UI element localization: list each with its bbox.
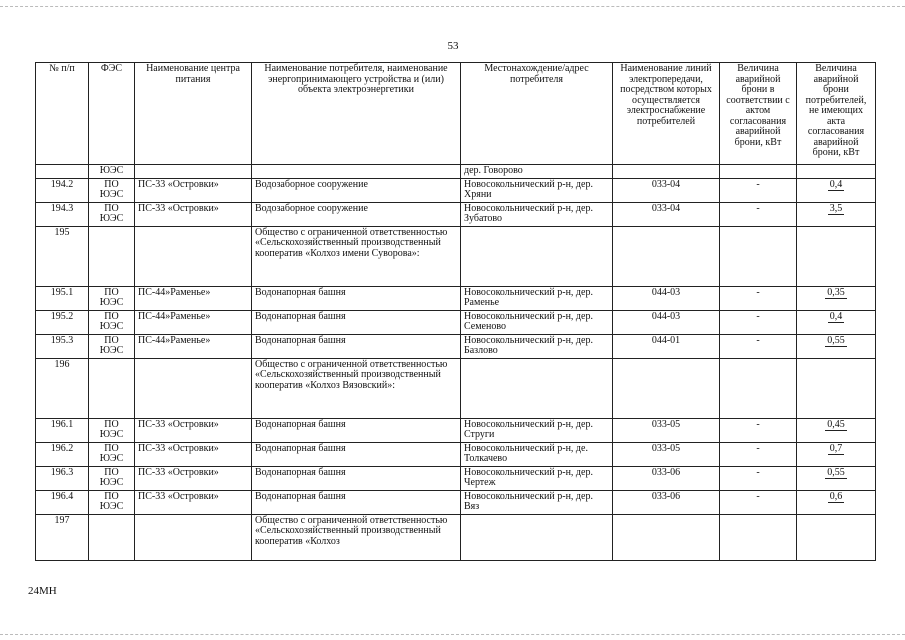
- row-power-center: ПС-44»Раменье»: [135, 286, 252, 310]
- scan-edge-top: [0, 6, 905, 8]
- row-fes: [89, 226, 135, 286]
- row-power-center: ПС-44»Раменье»: [135, 334, 252, 358]
- table-row: [36, 178, 876, 202]
- row-power-center: ПС-33 «Островки»: [135, 418, 252, 442]
- row-fes: ПО ЮЭС: [89, 418, 135, 442]
- row-reserve-act: -: [720, 286, 797, 310]
- row-reserve-act: -: [720, 466, 797, 490]
- row-consumer: Общество с ограниченной ответственностью «Сельскохозяйственный производственный кооператив «Колхоз: [252, 514, 461, 560]
- reserve-value: 3,5: [829, 202, 843, 214]
- row-reserve-act: -: [720, 442, 797, 466]
- row-reserve-no-act: [797, 178, 876, 202]
- row-location: Новосокольнический р-н, дер. Струги: [461, 418, 613, 442]
- row-number: 194.2: [36, 178, 89, 202]
- row-fes: ПО ЮЭС: [89, 334, 135, 358]
- row-reserve-act: -: [720, 310, 797, 334]
- row-number: 197: [36, 514, 89, 560]
- row-number: 196.4: [36, 490, 89, 514]
- row-number: 195.1: [36, 286, 89, 310]
- row-consumer: [252, 165, 461, 179]
- row-fes: ПО ЮЭС: [89, 286, 135, 310]
- row-reserve-act: -: [720, 202, 797, 226]
- row-fes: [89, 358, 135, 418]
- table-row: [36, 286, 876, 310]
- row-power-lines: [613, 226, 720, 286]
- row-power-center: ПС-44»Раменье»: [135, 310, 252, 334]
- row-power-center: [135, 165, 252, 179]
- reserve-value: 0,55: [827, 466, 845, 478]
- table-header-row: [36, 63, 876, 165]
- row-reserve-no-act: [797, 226, 876, 286]
- header-location: Местонахождение/адрес потребителя: [461, 63, 613, 165]
- row-location: Новосокольнический р-н, дер. Базлово: [461, 334, 613, 358]
- table-row: [36, 202, 876, 226]
- row-number: [36, 165, 89, 179]
- row-location: дер. Говорово: [461, 165, 613, 179]
- reserve-value: 0,4: [829, 178, 843, 190]
- row-reserve-no-act: [797, 310, 876, 334]
- header-num: № п/п: [36, 63, 89, 165]
- row-consumer: Водозаборное сооружение: [252, 202, 461, 226]
- row-reserve-no-act: [797, 202, 876, 226]
- table-row: [36, 358, 876, 418]
- row-consumer: Водозаборное сооружение: [252, 178, 461, 202]
- row-reserve-no-act: [797, 358, 876, 418]
- row-power-lines: 033-04: [613, 202, 720, 226]
- row-location: [461, 226, 613, 286]
- row-fes: ПО ЮЭС: [89, 202, 135, 226]
- row-location: Новосокольнический р-н, дер. Зубатово: [461, 202, 613, 226]
- page-number: 53: [447, 40, 459, 52]
- row-power-lines: 033-06: [613, 490, 720, 514]
- row-consumer: Водонапорная башня: [252, 310, 461, 334]
- row-power-lines: 033-05: [613, 418, 720, 442]
- row-consumer: Водонапорная башня: [252, 490, 461, 514]
- row-consumer: Водонапорная башня: [252, 418, 461, 442]
- row-number: 196.2: [36, 442, 89, 466]
- header-fes: ФЭС: [89, 63, 135, 165]
- reserve-value: 0,4: [829, 310, 843, 322]
- table-row: [36, 442, 876, 466]
- row-location: [461, 514, 613, 560]
- table-row: [36, 165, 876, 179]
- header-power-lines: Наименование линий электропередачи, посредством которых осуществляется электроснабжение потребителей: [613, 63, 720, 165]
- row-power-lines: 033-06: [613, 466, 720, 490]
- row-reserve-act: [720, 514, 797, 560]
- row-power-center: ПС-33 «Островки»: [135, 466, 252, 490]
- row-reserve-act: -: [720, 490, 797, 514]
- row-fes: ЮЭС: [89, 165, 135, 179]
- row-fes: ПО ЮЭС: [89, 178, 135, 202]
- table-row: [36, 334, 876, 358]
- table-row: [36, 490, 876, 514]
- row-reserve-no-act: [797, 286, 876, 310]
- row-power-lines: [613, 165, 720, 179]
- scan-edge-bottom: [0, 634, 905, 636]
- table-body: [36, 165, 876, 561]
- row-reserve-act: -: [720, 334, 797, 358]
- row-power-lines: 044-03: [613, 310, 720, 334]
- reserve-value: 0,7: [829, 442, 843, 454]
- row-fes: ПО ЮЭС: [89, 310, 135, 334]
- header-reserve-act: Величина аварийной брони в соответствии с актом согласования аварийной брони, кВт: [720, 63, 797, 165]
- table-row: [36, 466, 876, 490]
- row-power-center: ПС-33 «Островки»: [135, 202, 252, 226]
- row-location: [461, 358, 613, 418]
- row-reserve-no-act: [797, 418, 876, 442]
- row-consumer: Водонапорная башня: [252, 286, 461, 310]
- row-number: 195: [36, 226, 89, 286]
- row-number: 194.3: [36, 202, 89, 226]
- emergency-reserve-table: [35, 62, 876, 561]
- row-power-center: ПС-33 «Островки»: [135, 490, 252, 514]
- row-reserve-no-act: [797, 490, 876, 514]
- row-power-lines: 044-01: [613, 334, 720, 358]
- row-fes: [89, 514, 135, 560]
- row-reserve-act: [720, 226, 797, 286]
- footer-code: 24MH: [28, 585, 57, 597]
- row-power-lines: [613, 358, 720, 418]
- row-fes: ПО ЮЭС: [89, 442, 135, 466]
- row-number: 195.3: [36, 334, 89, 358]
- row-location: Новосокольнический р-н, де. Толкачево: [461, 442, 613, 466]
- row-consumer: Водонапорная башня: [252, 466, 461, 490]
- row-power-lines: [613, 514, 720, 560]
- row-power-center: [135, 514, 252, 560]
- row-reserve-no-act: [797, 334, 876, 358]
- row-reserve-no-act: [797, 466, 876, 490]
- row-reserve-no-act: [797, 442, 876, 466]
- row-location: Новосокольнический р-н, дер. Вяз: [461, 490, 613, 514]
- header-reserve-no-act: Величина аварийной брони потребителей, не имеющих акта согласования аварийной брони, кВт: [797, 63, 876, 165]
- reserve-value: 0,35: [827, 286, 845, 298]
- row-number: 196.3: [36, 466, 89, 490]
- row-consumer: Общество с ограниченной ответственностью «Сельскохозяйственный производственный кооператив «Колхоз Вязовский»:: [252, 358, 461, 418]
- row-power-center: ПС-33 «Островки»: [135, 442, 252, 466]
- header-consumer: Наименование потребителя, наименование энергопринимающего устройства и (или) объекта электроэнергетики: [252, 63, 461, 165]
- row-power-center: [135, 358, 252, 418]
- row-fes: ПО ЮЭС: [89, 490, 135, 514]
- table-row: [36, 514, 876, 560]
- row-power-lines: 033-05: [613, 442, 720, 466]
- row-reserve-act: -: [720, 178, 797, 202]
- table-row: [36, 226, 876, 286]
- reserve-value: 0,45: [827, 418, 845, 430]
- row-reserve-act: -: [720, 418, 797, 442]
- row-fes: ПО ЮЭС: [89, 466, 135, 490]
- row-power-center: [135, 226, 252, 286]
- row-number: 196: [36, 358, 89, 418]
- row-power-lines: 033-04: [613, 178, 720, 202]
- row-number: 196.1: [36, 418, 89, 442]
- row-location: Новосокольнический р-н, дер. Чертеж: [461, 466, 613, 490]
- reserve-value: 0,55: [827, 334, 845, 346]
- row-location: Новосокольнический р-н, дер. Семеново: [461, 310, 613, 334]
- header-power-center: Наименование центра питания: [135, 63, 252, 165]
- reserve-value: 0,6: [829, 490, 843, 502]
- row-consumer: Водонапорная башня: [252, 442, 461, 466]
- table-row: [36, 418, 876, 442]
- row-power-lines: 044-03: [613, 286, 720, 310]
- table-row: [36, 310, 876, 334]
- row-location: Новосокольнический р-н, дер. Раменье: [461, 286, 613, 310]
- row-power-center: ПС-33 «Островки»: [135, 178, 252, 202]
- row-consumer: Общество с ограниченной ответственностью «Сельскохозяйственный производственный кооператив «Колхоз имени Суворова»:: [252, 226, 461, 286]
- row-location: Новосокольнический р-н, дер. Хряни: [461, 178, 613, 202]
- row-reserve-no-act: [797, 165, 876, 179]
- row-consumer: Водонапорная башня: [252, 334, 461, 358]
- row-reserve-act: [720, 165, 797, 179]
- row-reserve-no-act: [797, 514, 876, 560]
- row-reserve-act: [720, 358, 797, 418]
- row-number: 195.2: [36, 310, 89, 334]
